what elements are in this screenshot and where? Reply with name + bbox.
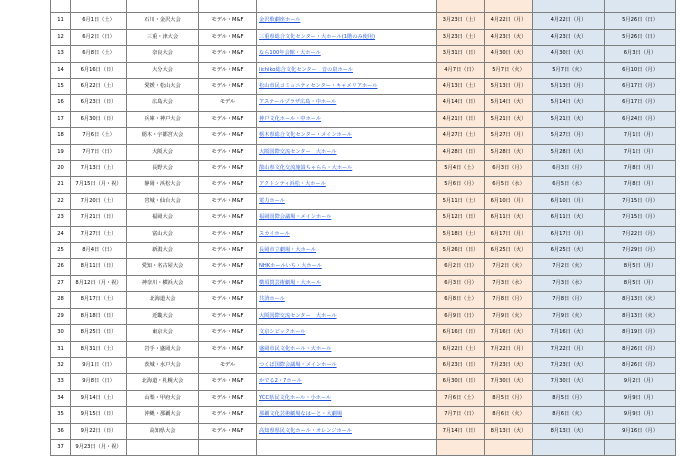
row-number-cell: 36 — [51, 423, 71, 439]
city-event-cell: 北海道大会 — [127, 292, 199, 308]
city-event-cell: 茨城・水戸大会 — [127, 357, 199, 373]
deadline-4-cell: 6月10日（月） — [605, 62, 676, 78]
venue-link[interactable]: 那覇文化芸術劇場なはーと・大劇場 — [257, 407, 437, 423]
category-cell: モデル・M&F — [199, 161, 257, 177]
deadline-3-cell: 7月3日（水） — [533, 275, 605, 291]
row-number-cell: 33 — [51, 374, 71, 390]
deadline-1-cell: 3月31日（日） — [437, 46, 485, 62]
row-number-cell: 37 — [51, 439, 71, 455]
deadline-1-cell: 6月2日（日） — [437, 259, 485, 275]
deadline-1-cell: 4月7日（日） — [437, 62, 485, 78]
deadline-4-cell: 5月26日（日） — [605, 29, 676, 45]
event-date-cell: 6月8日（土） — [71, 46, 127, 62]
venue-link[interactable]: 散山県文化交流施設ちゃらら・大ホール — [257, 161, 437, 177]
deadline-4-cell: 9月9日（月） — [605, 407, 676, 423]
category-cell: モデル・M&F — [199, 46, 257, 62]
venue-link[interactable]: 横須賀芸術劇場・大ホール — [257, 275, 437, 291]
deadline-4-cell: 9月16日（月） — [605, 423, 676, 439]
deadline-1-cell: 5月6日（月） — [437, 177, 485, 193]
deadline-4-cell: 6月24日（月） — [605, 111, 676, 127]
deadline-3-cell: 5月21日（火） — [533, 111, 605, 127]
event-date-cell: 9月8日（日） — [71, 374, 127, 390]
deadline-2-cell: 7月2日（火） — [485, 259, 533, 275]
event-date-cell: 7月21日（日） — [71, 210, 127, 226]
table-row — [51, 292, 676, 308]
deadline-2-cell: 4月30日（火） — [485, 46, 533, 62]
table-row — [51, 46, 676, 62]
row-number-cell: 15 — [51, 79, 71, 95]
venue-link[interactable]: iichiko総合文化センター 音の泉ホール — [257, 62, 437, 78]
category-cell: モデル・M&F — [199, 210, 257, 226]
row-number-cell: 24 — [51, 226, 71, 242]
deadline-4-cell: 5月26日（日） — [605, 13, 676, 29]
venue-link[interactable]: 電力ホール — [257, 193, 437, 209]
deadline-1-cell: 6月23日（日） — [437, 357, 485, 373]
city-event-cell: 兵庫・神戸大会 — [127, 111, 199, 127]
table-row — [51, 259, 676, 275]
category-cell: モデル・M&F — [199, 325, 257, 341]
row-number-cell: 17 — [51, 111, 71, 127]
venue-link[interactable]: 金沢歌劇座ホール — [257, 13, 437, 29]
row-number-cell: 23 — [51, 210, 71, 226]
deadline-3-cell: 6月25日（火） — [533, 243, 605, 259]
deadline-3-cell: 7月16日（火） — [533, 325, 605, 341]
venue-link[interactable]: つくば国際会議場・メインホール — [257, 357, 437, 373]
deadline-2-cell: 7月8日（月） — [485, 292, 533, 308]
table-row — [51, 177, 676, 193]
deadline-1-cell: 7月14日（日） — [437, 423, 485, 439]
table-row — [51, 62, 676, 78]
deadline-4-cell: 7月1日（月） — [605, 128, 676, 144]
deadline-1-cell: 4月28日（日） — [437, 144, 485, 160]
deadline-3-cell: 7月22日（月） — [533, 341, 605, 357]
row-number-cell: 30 — [51, 325, 71, 341]
event-date-cell: 8月12日（月・祝） — [71, 275, 127, 291]
deadline-2-cell: 5月21日（火） — [485, 111, 533, 127]
table-row — [51, 79, 676, 95]
deadline-3-cell — [533, 0, 605, 13]
deadline-3-cell: 6月10日（月） — [533, 193, 605, 209]
table-row — [51, 128, 676, 144]
venue-link[interactable]: 長岡市立劇場・大ホール — [257, 243, 437, 259]
deadline-2-cell: 7月9日（火） — [485, 308, 533, 324]
deadline-1-cell: 3月23日（土） — [437, 29, 485, 45]
city-event-cell: 奈良大会 — [127, 46, 199, 62]
deadline-4-cell — [605, 0, 676, 13]
deadline-1-cell: 6月3日（月） — [437, 275, 485, 291]
category-cell: モデル・M&F — [199, 226, 257, 242]
deadline-2-cell — [485, 439, 533, 455]
deadline-3-cell: 4月23日（火） — [533, 29, 605, 45]
city-event-cell: 岩手・盛岡大会 — [127, 341, 199, 357]
deadline-1-cell: 6月9日（日） — [437, 308, 485, 324]
deadline-3-cell: 6月11日（火） — [533, 210, 605, 226]
deadline-4-cell: 8月26日（月） — [605, 357, 676, 373]
deadline-4-cell: 6月17日（月） — [605, 95, 676, 111]
deadline-1-cell: 6月22日（土） — [437, 341, 485, 357]
city-event-cell: 高知県大会 — [127, 423, 199, 439]
city-event-cell: 神奈川・横浜大会 — [127, 275, 199, 291]
category-cell: モデル・M&F — [199, 13, 257, 29]
category-cell: モデル・M&F — [199, 423, 257, 439]
venue-link[interactable]: かでる2・7ホール — [257, 374, 437, 390]
deadline-1-cell: 5月18日（土） — [437, 226, 485, 242]
city-event-cell: 大阪大会 — [127, 144, 199, 160]
deadline-4-cell: 7月8日（月） — [605, 161, 676, 177]
venue-link[interactable]: なら100年会館・大ホール — [257, 46, 437, 62]
deadline-2-cell: 8月13日（火） — [485, 423, 533, 439]
deadline-1-cell: 4月21日（日） — [437, 111, 485, 127]
venue-link[interactable]: アクトシティ浜松・大ホール — [257, 177, 437, 193]
venue-link — [257, 439, 437, 455]
deadline-2-cell: 5月13日（月） — [485, 79, 533, 95]
venue-link[interactable]: スカイホール — [257, 226, 437, 242]
deadline-2-cell: 7月23日（火） — [485, 357, 533, 373]
city-event-cell: 新潟大会 — [127, 243, 199, 259]
deadline-4-cell: 8月19日（月） — [605, 325, 676, 341]
row-number-cell: 21 — [51, 177, 71, 193]
deadline-1-cell: 4月14日（日） — [437, 95, 485, 111]
venue-link[interactable]: 高知県県民文化ホール・オレンジホール — [257, 423, 437, 439]
table-row — [51, 308, 676, 324]
deadline-1-cell: 3月23日（土） — [437, 13, 485, 29]
row-number-cell: 12 — [51, 29, 71, 45]
city-event-cell: 東京大会 — [127, 325, 199, 341]
city-event-cell: 福岡大会 — [127, 210, 199, 226]
deadline-4-cell: 8月13日（火） — [605, 292, 676, 308]
table-row — [51, 0, 676, 13]
deadline-2-cell: 4月22日（月） — [485, 13, 533, 29]
row-number-cell: 27 — [51, 275, 71, 291]
deadline-3-cell: 6月17日（月） — [533, 226, 605, 242]
city-event-cell: 三重・津大会 — [127, 29, 199, 45]
deadline-3-cell: 7月30日（火） — [533, 374, 605, 390]
row-number-cell: 31 — [51, 341, 71, 357]
category-cell — [199, 0, 257, 13]
deadline-2-cell: 5月14日（火） — [485, 95, 533, 111]
row-number-cell: 35 — [51, 407, 71, 423]
category-cell: モデル・M&F — [199, 308, 257, 324]
table-row — [51, 13, 676, 29]
deadline-3-cell: 7月23日（火） — [533, 357, 605, 373]
deadline-4-cell: 7月15日（月） — [605, 210, 676, 226]
row-number-cell: 28 — [51, 292, 71, 308]
row-number-cell: 25 — [51, 243, 71, 259]
table-row — [51, 144, 676, 160]
schedule-table — [50, 0, 676, 456]
venue-link[interactable]: アステールプラザ広島・中ホール — [257, 95, 437, 111]
table-row — [51, 29, 676, 45]
deadline-4-cell: 7月8日（月） — [605, 177, 676, 193]
deadline-4-cell: 7月29日（月） — [605, 243, 676, 259]
category-cell: モデル・M&F — [199, 62, 257, 78]
deadline-3-cell: 7月2日（火） — [533, 259, 605, 275]
category-cell: モデル・M&F — [199, 79, 257, 95]
table-row — [51, 193, 676, 209]
deadline-3-cell — [533, 439, 605, 455]
category-cell: モデル・M&F — [199, 374, 257, 390]
city-event-cell: 長野大会 — [127, 161, 199, 177]
deadline-3-cell: 4月22日（月） — [533, 13, 605, 29]
row-number-cell: 11 — [51, 13, 71, 29]
table-row — [51, 357, 676, 373]
deadline-1-cell: 4月13日（土） — [437, 79, 485, 95]
deadline-2-cell: 5月27日（月） — [485, 128, 533, 144]
city-event-cell: 静岡・浜松大会 — [127, 177, 199, 193]
table-row — [51, 341, 676, 357]
category-cell — [199, 439, 257, 455]
row-number-cell: 16 — [51, 95, 71, 111]
event-date-cell: 9月15日（日） — [71, 407, 127, 423]
table-row — [51, 210, 676, 226]
deadline-2-cell: 7月30日（火） — [485, 374, 533, 390]
event-date-cell: 6月22日（土） — [71, 79, 127, 95]
category-cell: モデル・M&F — [199, 341, 257, 357]
deadline-3-cell: 8月6日（火） — [533, 407, 605, 423]
city-event-cell: 北海道・札幌大会 — [127, 374, 199, 390]
venue-link[interactable]: 福岡国際会議場・メインホール — [257, 210, 437, 226]
category-cell: モデル — [199, 357, 257, 373]
category-cell: モデル・M&F — [199, 259, 257, 275]
event-date-cell: 6月2日（日） — [71, 29, 127, 45]
deadline-2-cell: 5月28日（火） — [485, 144, 533, 160]
city-event-cell: 宮城・仙台大会 — [127, 193, 199, 209]
city-event-cell: 大分大会 — [127, 62, 199, 78]
deadline-4-cell: 7月22日（月） — [605, 226, 676, 242]
table-row — [51, 407, 676, 423]
category-cell: モデル・M&F — [199, 407, 257, 423]
event-date-cell: 7月6日（土） — [71, 128, 127, 144]
deadline-1-cell: 7月7日（日） — [437, 407, 485, 423]
city-event-cell: 沖縄・那覇大会 — [127, 407, 199, 423]
deadline-4-cell — [605, 439, 676, 455]
row-number-cell: 20 — [51, 161, 71, 177]
deadline-3-cell: 4月30日（火） — [533, 46, 605, 62]
deadline-1-cell: 5月26日（日） — [437, 243, 485, 259]
deadline-3-cell: 8月13日（火） — [533, 423, 605, 439]
table-row — [51, 374, 676, 390]
table-row — [51, 423, 676, 439]
event-date-cell: 7月7日（日） — [71, 144, 127, 160]
row-number-cell: 14 — [51, 62, 71, 78]
deadline-4-cell: 6月17日（月） — [605, 79, 676, 95]
venue-link[interactable]: NHKホールいち・大ホール — [257, 259, 437, 275]
deadline-2-cell — [485, 0, 533, 13]
event-date-cell: 6月23日（日） — [71, 95, 127, 111]
category-cell: モデル・M&F — [199, 29, 257, 45]
event-date-cell: 8月18日（日） — [71, 308, 127, 324]
event-date-cell: 7月27日（土） — [71, 226, 127, 242]
deadline-3-cell: 6月5日（水） — [533, 177, 605, 193]
table-row — [51, 275, 676, 291]
deadline-1-cell — [437, 0, 485, 13]
city-event-cell: 近畿大会 — [127, 308, 199, 324]
city-event-cell — [127, 439, 199, 455]
deadline-3-cell: 7月8日（月） — [533, 292, 605, 308]
deadline-3-cell: 5月28日（火） — [533, 144, 605, 160]
table-row — [51, 390, 676, 406]
deadline-2-cell: 7月16日（火） — [485, 325, 533, 341]
deadline-2-cell: 8月6日（火） — [485, 407, 533, 423]
row-number-cell: 19 — [51, 144, 71, 160]
deadline-4-cell: 9月9日（月） — [605, 390, 676, 406]
deadline-1-cell: 5月12日（日） — [437, 210, 485, 226]
venue-link — [257, 0, 437, 13]
city-event-cell: 石川・金沢大会 — [127, 13, 199, 29]
event-date-cell: 9月22日（日） — [71, 423, 127, 439]
venue-link[interactable]: 栃木県総合文化センター・メインホール — [257, 128, 437, 144]
city-event-cell: 愛媛・松山大会 — [127, 79, 199, 95]
event-date-cell: 9月1日（日） — [71, 357, 127, 373]
event-date-cell: 8月11日（日） — [71, 259, 127, 275]
deadline-1-cell — [437, 439, 485, 455]
event-date-cell: 6月30日（日） — [71, 111, 127, 127]
table-row — [51, 226, 676, 242]
deadline-4-cell: 8月26日（月） — [605, 341, 676, 357]
venue-link[interactable]: 盛岡市民文化ホール・大ホール — [257, 341, 437, 357]
deadline-1-cell: 6月16日（日） — [437, 325, 485, 341]
deadline-2-cell: 6月11日（火） — [485, 210, 533, 226]
table-row — [51, 243, 676, 259]
deadline-3-cell: 5月14日（火） — [533, 95, 605, 111]
city-event-cell: 富山大会 — [127, 226, 199, 242]
city-event-cell — [127, 0, 199, 13]
row-number-cell: 13 — [51, 46, 71, 62]
event-date-cell: 6月1日（土） — [71, 13, 127, 29]
deadline-2-cell: 4月23日（火） — [485, 29, 533, 45]
venue-link[interactable]: 三重県総合文化センター・大ホール(1階のみ使用) — [257, 29, 437, 45]
deadline-4-cell: 8月5日（月） — [605, 259, 676, 275]
deadline-1-cell: 6月30日（日） — [437, 374, 485, 390]
category-cell: モデル・M&F — [199, 193, 257, 209]
row-number-cell — [51, 0, 71, 13]
deadline-4-cell: 7月1日（月） — [605, 144, 676, 160]
event-date-cell: 9月23日（月・祝） — [71, 439, 127, 455]
row-number-cell: 29 — [51, 308, 71, 324]
deadline-1-cell: 5月11日（土） — [437, 193, 485, 209]
row-number-cell: 34 — [51, 390, 71, 406]
deadline-3-cell: 5月13日（月） — [533, 79, 605, 95]
deadline-4-cell: 7月15日（月） — [605, 193, 676, 209]
deadline-4-cell: 8月13日（火） — [605, 308, 676, 324]
event-date-cell: 7月15日（月・祝） — [71, 177, 127, 193]
deadline-3-cell: 5月7日（火） — [533, 62, 605, 78]
event-date-cell — [71, 0, 127, 13]
category-cell: モデル・M&F — [199, 390, 257, 406]
deadline-2-cell: 5月7日（火） — [485, 62, 533, 78]
deadline-2-cell: 6月5日（水） — [485, 177, 533, 193]
category-cell: モデル・M&F — [199, 111, 257, 127]
event-date-cell: 8月17日（土） — [71, 292, 127, 308]
row-number-cell: 18 — [51, 128, 71, 144]
deadline-3-cell: 8月5日（月） — [533, 390, 605, 406]
category-cell: モデル — [199, 95, 257, 111]
city-event-cell: 愛知・名古屋大会 — [127, 259, 199, 275]
deadline-2-cell: 6月3日（月） — [485, 161, 533, 177]
row-number-cell: 22 — [51, 193, 71, 209]
city-event-cell: 山梨・甲府大会 — [127, 390, 199, 406]
row-number-cell: 32 — [51, 357, 71, 373]
event-date-cell: 7月20日（土） — [71, 193, 127, 209]
deadline-4-cell: 6月3日（月） — [605, 46, 676, 62]
row-number-cell: 26 — [51, 259, 71, 275]
deadline-1-cell: 5月4日（土） — [437, 161, 485, 177]
deadline-1-cell: 6月8日（土） — [437, 292, 485, 308]
event-date-cell: 8月25日（日） — [71, 325, 127, 341]
venue-link[interactable]: YCC県民文化ホール・小ホール — [257, 390, 437, 406]
deadline-2-cell: 7月22日（月） — [485, 341, 533, 357]
deadline-2-cell: 6月17日（月） — [485, 226, 533, 242]
venue-link[interactable]: 共済ホール — [257, 292, 437, 308]
venue-link[interactable]: 松山市民コミュニティセンター・キャメリアホール — [257, 79, 437, 95]
event-date-cell: 7月13日（土） — [71, 161, 127, 177]
city-event-cell: 栃木・宇都宮大会 — [127, 128, 199, 144]
deadline-3-cell: 5月27日（月） — [533, 128, 605, 144]
deadline-2-cell: 6月10日（月） — [485, 193, 533, 209]
venue-link[interactable]: 神戸文化ホール・中ホール — [257, 111, 437, 127]
event-date-cell: 8月4日（日） — [71, 243, 127, 259]
table-row — [51, 111, 676, 127]
table-row — [51, 439, 676, 455]
table-row — [51, 161, 676, 177]
deadline-2-cell: 8月5日（月） — [485, 390, 533, 406]
city-event-cell: 広島大会 — [127, 95, 199, 111]
deadline-2-cell: 7月3日（水） — [485, 275, 533, 291]
venue-link[interactable]: 大阪国際交流センター 大ホール — [257, 308, 437, 324]
table-row — [51, 325, 676, 341]
deadline-3-cell: 6月3日（月） — [533, 161, 605, 177]
category-cell: モデル・M&F — [199, 128, 257, 144]
deadline-4-cell: 8月5日（月） — [605, 275, 676, 291]
venue-link[interactable]: 文京シビックホール — [257, 325, 437, 341]
table-row — [51, 95, 676, 111]
event-date-cell: 8月31日（土） — [71, 341, 127, 357]
category-cell: モデル・M&F — [199, 292, 257, 308]
event-date-cell: 9月14日（土） — [71, 390, 127, 406]
deadline-3-cell: 7月9日（火） — [533, 308, 605, 324]
deadline-2-cell: 6月25日（火） — [485, 243, 533, 259]
category-cell: モデル・M&F — [199, 144, 257, 160]
event-date-cell: 6月16日（日） — [71, 62, 127, 78]
category-cell: モデル・M&F — [199, 177, 257, 193]
category-cell: モデル・M&F — [199, 243, 257, 259]
deadline-1-cell: 7月6日（土） — [437, 390, 485, 406]
deadline-1-cell: 4月27日（土） — [437, 128, 485, 144]
venue-link[interactable]: 大阪国際交流センター 大ホール — [257, 144, 437, 160]
category-cell: モデル・M&F — [199, 275, 257, 291]
deadline-4-cell: 9月2日（月） — [605, 374, 676, 390]
